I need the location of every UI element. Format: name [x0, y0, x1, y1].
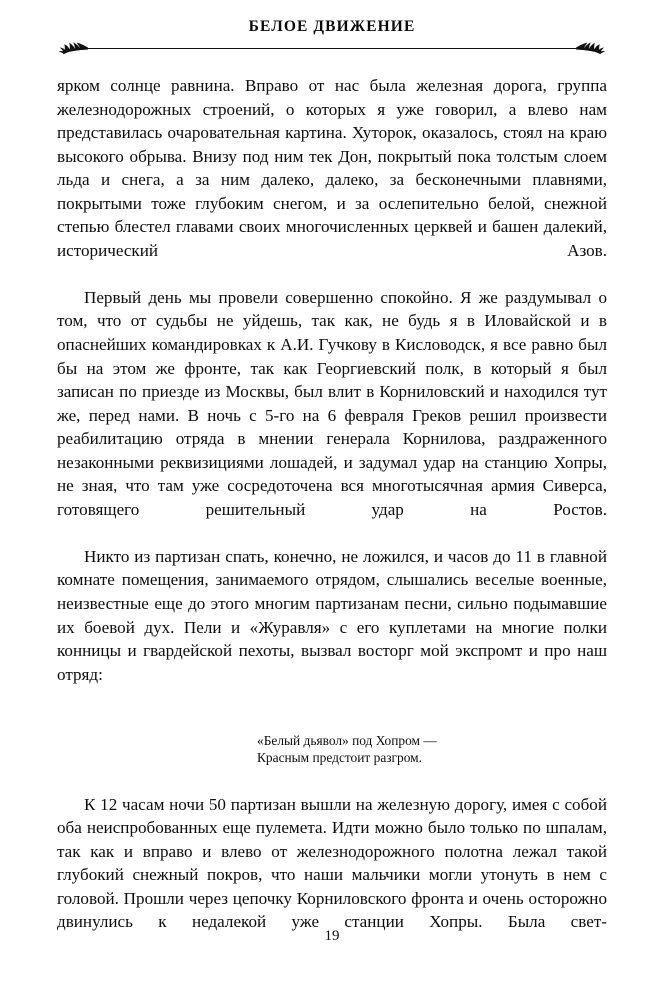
- paragraph: К 12 часам ночи 50 партизан вышли на железную дорогу, имея с собой оба неиспробованных еще пулемета. Идти можно было только по шпалам, так как и вправо и влево от железнодорожного полотна лежал такой глубокий снежный покров, что наши мальчики могли утонуть в нем с головой. Прошли через цепочку Корниловского фронта и очень осторожно двинулись к недалекой уже станции Хопры. Была свет-: [57, 794, 607, 932]
- paragraph: Первый день мы провели совершенно спокойно. Я же раздумывал о том, что от судьбы не уйдешь, так как, не будь я в Иловайской и в опаснейших командировках к А.И. Гучкову в Кисловодск, я все равно был бы на этом же фронте, так как Георгиевский полк, в который я был записан по приезде из Москвы, был влит в Корниловский и находился тут же, перед нами. В ночь с 5-го на 6 февраля Греков решил произвести реабилитацию отряда в мнении генерала Корнилова, раздраженного незаконными реквизициями лошадей, и задумал удар на станцию Хопры, не зная, что там уже сосредоточена вся многотысячная армия Сиверса, готовящего решительный удар на Ростов.: [57, 287, 607, 519]
- leaf-flourish-ornament: [57, 38, 91, 60]
- verse-line: «Белый дьявол» под Хопром —: [257, 732, 437, 748]
- running-head-title: БЕЛОЕ ДВИЖЕНИЕ: [248, 18, 416, 35]
- paragraph: Никто из партизан спать, конечно, не ложился, и часов до 11 в главной комнате помещения, занимаемого отрядом, слышались веселые военные, неизвестные еще до этого многим партизанам песни, сильно подымавшие их боевой дух. Пели и «Журавля» с его куплетами на многие полки конницы и гвардейской пехоты, вызвал восторг мой экспромт и про наш отряд:: [57, 546, 607, 684]
- page-text-body: [57, 74, 607, 957]
- leaf-flourish-ornament: [573, 38, 607, 60]
- header-ornament-rule: [57, 38, 607, 60]
- paragraph: ярком солнце равнина. Вправо от нас была железная дорога, группа железнодорожных строений, о которых я уже говорил, а влево нам представилась очаровательная картина. Хуторок, оказалось, стоял на краю высокого обрыва. Внизу под ним тек Дон, покрытый пока толстым слоем льда и снега, а за ним далеко, далеко, за бесконечными плавнями, покрытыми тоже глубоким снегом, и за ослепительно белой, снежной степью блестел главами своих многочисленных церквей и башен далекий, исторический Азов.: [57, 76, 607, 260]
- header-divider-line: [87, 48, 577, 49]
- verse-quote: [57, 710, 607, 793]
- verse-line: Красным предстоит разгром.: [257, 750, 422, 766]
- page-number: 19: [324, 928, 340, 944]
